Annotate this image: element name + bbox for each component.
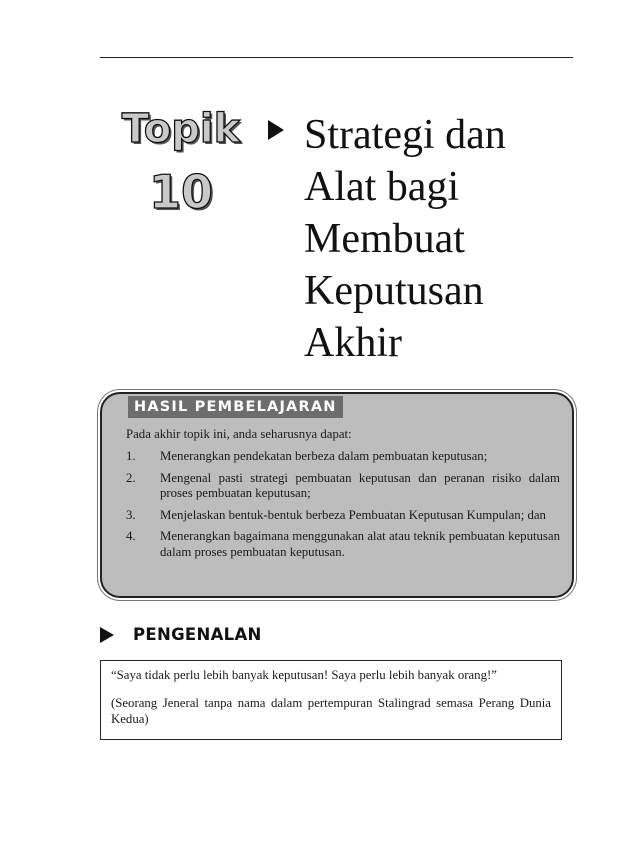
- learning-outcome-item: [126, 449, 560, 465]
- learning-outcomes-intro: Pada akhir topik ini, anda seharusnya dapat:: [126, 427, 352, 441]
- quote-attribution: (Seorang Jeneral tanpa nama dalam pertempuran Stalingrad semasa Perang Dunia Kedua): [111, 696, 551, 726]
- learning-outcomes-header: HASIL PEMBELAJARAN: [128, 396, 343, 418]
- item-text: Mengenal pasti strategi pembuatan keputusan dan peranan risiko dalam proses pembuatan keputusan;: [160, 470, 560, 500]
- right-triangle-icon: [100, 627, 114, 643]
- topic-label: Topik: [121, 106, 241, 152]
- item-number: 2.: [126, 470, 136, 485]
- learning-outcomes-list: [126, 449, 560, 566]
- item-text: Menerangkan pendekatan berbeza dalam pembuatan keputusan;: [160, 449, 488, 463]
- right-triangle-icon: [268, 120, 284, 140]
- learning-outcome-item: [126, 529, 560, 560]
- item-number: 3.: [126, 507, 136, 522]
- learning-outcome-item: [126, 471, 560, 502]
- topic-number: 10: [148, 165, 213, 219]
- item-text: Menerangkan bagaimana menggunakan alat atau teknik pembuatan keputusan dalam proses pembuatan keputusan.: [160, 529, 560, 559]
- top-rule: [100, 57, 573, 58]
- quote-text: “Saya tidak perlu lebih banyak keputusan! Saya perlu lebih banyak orang!”: [111, 668, 497, 682]
- item-number: 1.: [126, 449, 136, 463]
- item-number: 4.: [126, 529, 136, 543]
- learning-outcome-item: [126, 508, 560, 524]
- section-heading: PENGENALAN: [133, 625, 262, 644]
- quote-box: [100, 660, 562, 740]
- chapter-title: Strategi dan Alat bagi Membuat Keputusan Akhir: [304, 112, 506, 366]
- item-text: Menjelaskan bentuk-bentuk berbeza Pembuatan Keputusan Kumpulan; dan: [160, 507, 546, 522]
